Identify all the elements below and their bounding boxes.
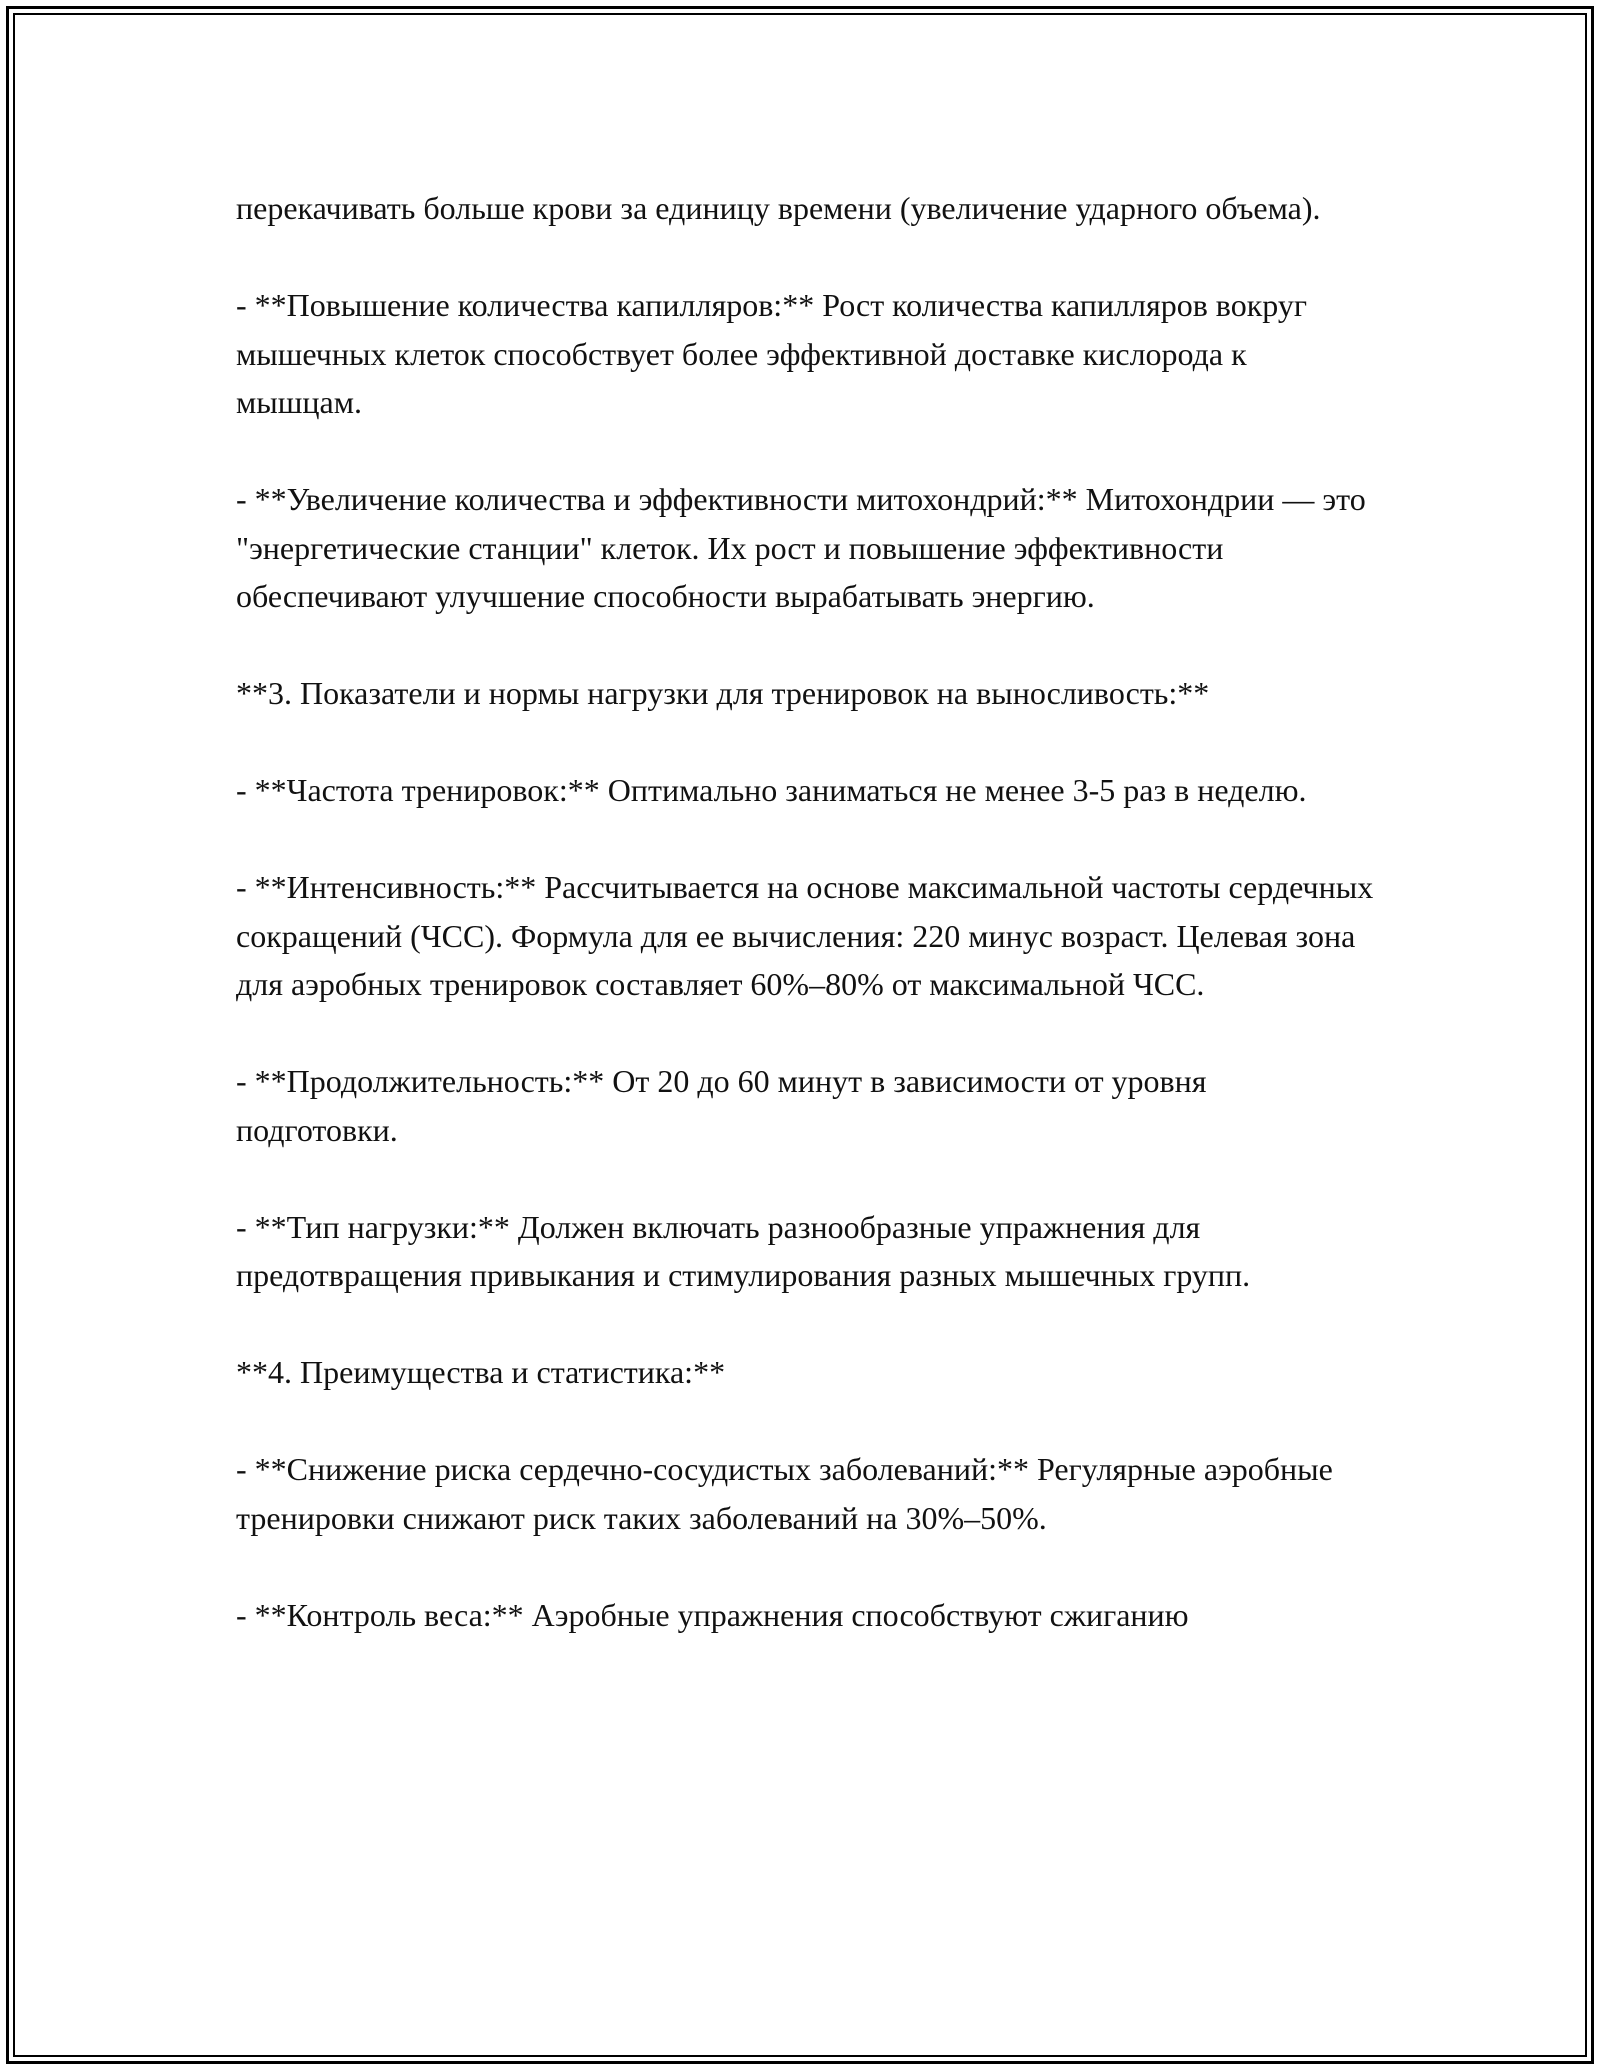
paragraph-mitochondria: - **Увеличение количества и эффективности митохондрий:** Митохондрии — это "энергетические станции" клеток. Их рост и повышение эффективности обеспечивают улучшение способности вырабатывать энергию. xyxy=(236,481,1366,614)
paragraph-intensity: - **Интенсивность:** Рассчитывается на основе максимальной частоты сердечных сокращений (ЧСС). Формула для ее вычисления: 220 минус возраст. Целевая зона для аэробных тренировок составляет 60%–80% от максимальной ЧСС. xyxy=(236,869,1374,1002)
paragraph-weight-control: - **Контроль веса:** Аэробные упражнения способствуют сжиганию xyxy=(236,1596,1189,1633)
paragraph-cardio-risk: - **Снижение риска сердечно-сосудистых заболеваний:** Регулярные аэробные тренировки снижают риск таких заболеваний на 30%–50%. xyxy=(236,1451,1333,1536)
paragraph-frequency: - **Частота тренировок:** Оптимально заниматься не менее 3-5 раз в неделю. xyxy=(236,772,1307,808)
section-heading-3: **3. Показатели и нормы нагрузки для тренировок на выносливость:** xyxy=(236,675,1210,711)
paragraph-duration: - **Продолжительность:** От 20 до 60 минут в зависимости от уровня подготовки. xyxy=(236,1063,1207,1148)
paragraph-continuation: перекачивать больше крови за единицу времени (увеличение ударного объема). xyxy=(236,190,1321,226)
section-heading-4: **4. Преимущества и статистика:** xyxy=(236,1354,726,1390)
paragraph-capillaries: - **Повышение количества капилляров:** Рост количества капилляров вокруг мышечных клеток способствует более эффективной доставке кислорода к мышцам. xyxy=(236,287,1307,420)
paragraph-load-type: - **Тип нагрузки:** Должен включать разнообразные упражнения для предотвращения привыкания и стимулирования разных мышечных групп. xyxy=(236,1208,1251,1293)
document-body xyxy=(236,184,1376,1688)
